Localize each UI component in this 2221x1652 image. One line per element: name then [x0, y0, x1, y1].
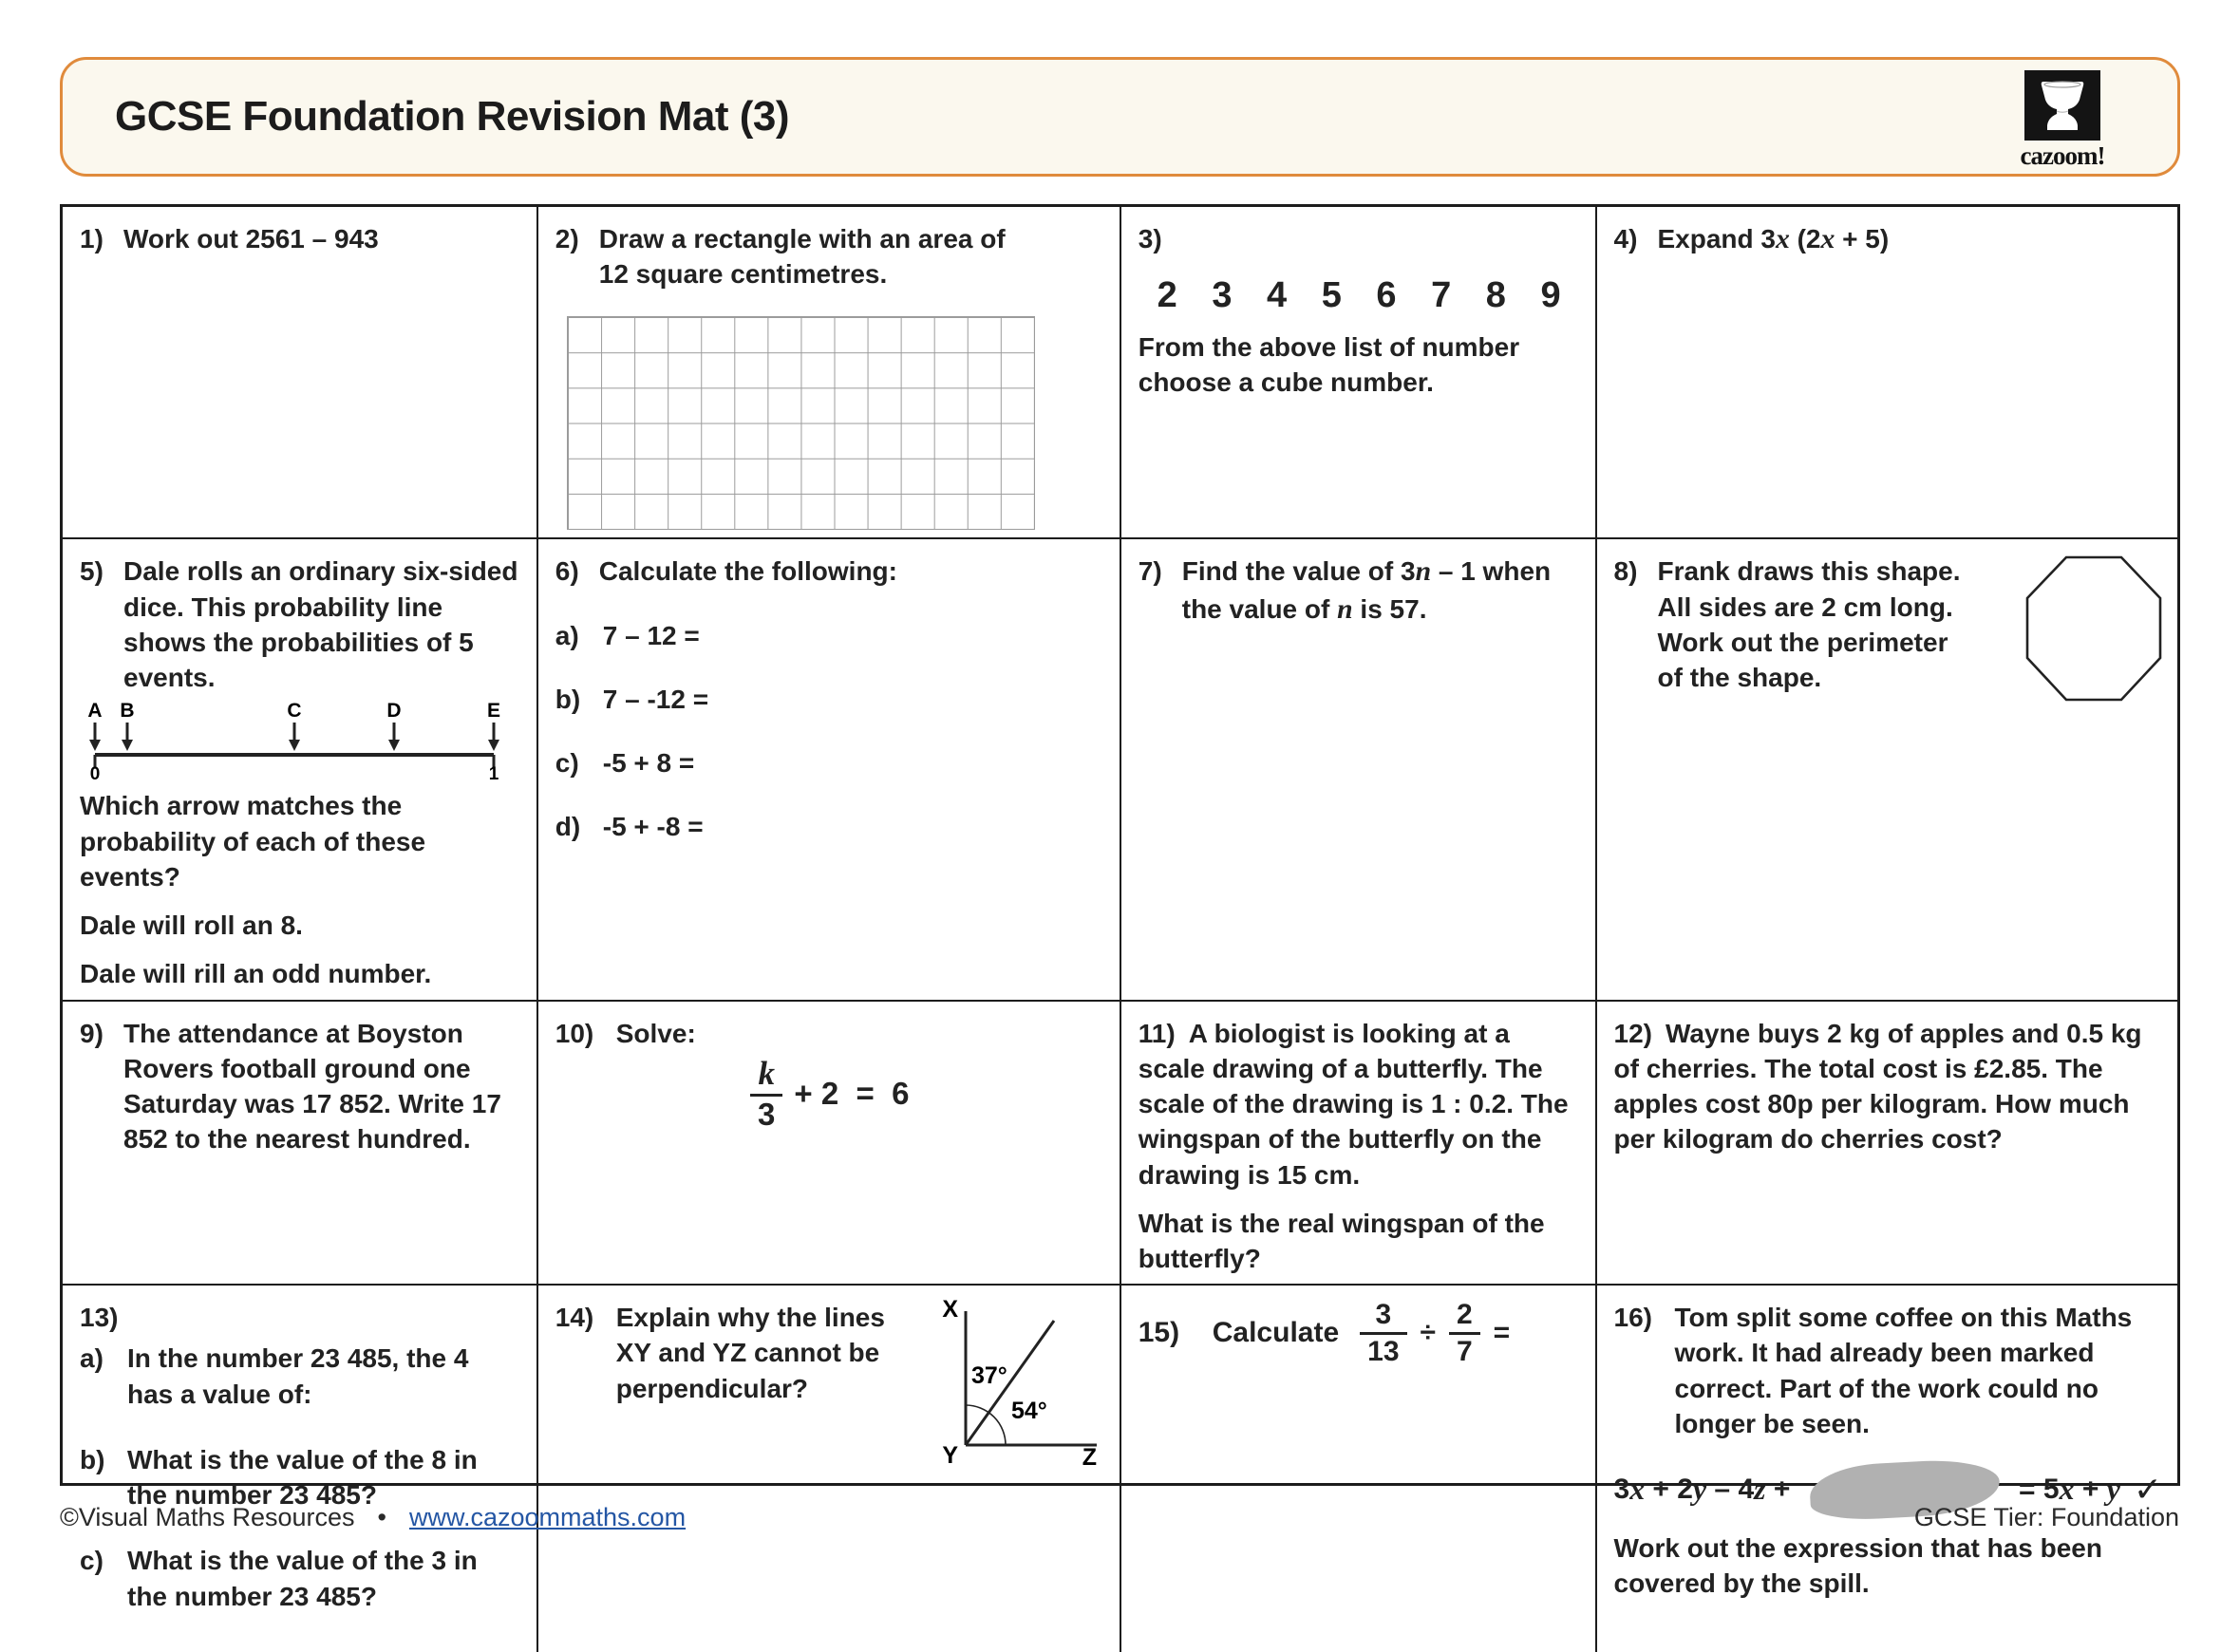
question-number: 14)	[555, 1303, 594, 1333]
item-text: What is the value of the 3 in the number 23 485?	[127, 1546, 478, 1611]
angle-54-label: 54°	[1010, 1398, 1047, 1425]
question-text: 15) Calculate $\frac{3}{13}$ ÷ $\frac{2}{7}$ =	[1138, 1299, 1511, 1367]
fraction-2: $\frac{2}{7}$	[1449, 1300, 1480, 1366]
question-6	[538, 539, 1121, 1001]
question-number: 7)	[1138, 556, 1162, 587]
question-3	[1121, 207, 1597, 539]
arrow-label-b: B	[120, 700, 135, 723]
drum-icon	[2024, 70, 2100, 141]
sub-question-a	[555, 618, 1104, 653]
question-10	[538, 1002, 1121, 1286]
question-1	[63, 207, 538, 539]
question-text: Work out 2561 – 943	[123, 224, 379, 253]
equals-sign: =	[1493, 1317, 1511, 1349]
page-title: GCSE Foundation Revision Mat (3)	[115, 93, 790, 140]
item-label: b)	[555, 684, 581, 714]
event-1: Dale will roll an 8.	[80, 910, 303, 941]
item-label: c)	[555, 748, 579, 779]
copyright-text: ©Visual Maths Resources	[60, 1503, 355, 1531]
point-y-label: Y	[942, 1442, 958, 1470]
question-number: 3)	[1138, 224, 1162, 253]
octagon-shape	[2025, 555, 2162, 702]
scale-min-label: 0	[89, 764, 101, 785]
point-z-label: Z	[1082, 1444, 1097, 1472]
question-16	[1597, 1286, 2178, 1652]
question-9	[63, 1002, 538, 1286]
question-number: 2)	[555, 224, 579, 253]
question-text: The attendance at Boyston Rovers football ground one Saturday was 17 852. Write 17 852 to the nearest hundred.	[123, 1018, 501, 1155]
question-number: 16)	[1613, 1303, 1652, 1333]
event-2: Dale will rill an odd number.	[80, 959, 432, 989]
question-text: Dale rolls an ordinary six-sided dice. This probability line shows the probabilities of 5 events.	[123, 556, 518, 693]
item-label: c)	[80, 1546, 104, 1576]
arrow-label-e: E	[486, 700, 501, 723]
scale-max-label: 1	[488, 764, 499, 785]
item-label: b)	[80, 1444, 105, 1474]
number-list: 2 3 4 5 6 7 8 9	[1157, 275, 1561, 316]
item-text: What is the value of the 8 in the number 23 485?	[127, 1444, 478, 1511]
question-number: 4)	[1613, 224, 1638, 253]
header	[60, 57, 2180, 177]
question-number: 5)	[80, 556, 104, 587]
angle-diagram	[909, 1296, 1104, 1472]
question-number: 6)	[555, 556, 579, 587]
question-number: 10)	[555, 1018, 594, 1048]
arrow-label-d: D	[386, 700, 402, 723]
question-number: 13)	[80, 1303, 119, 1333]
question-text: Find the value of 3n – 1 when the value of n is 57.	[1181, 556, 1552, 625]
question-13	[63, 1286, 538, 1652]
question-text: Tom split some coffee on this Maths work. It had already been marked correct. Part of the work could no longer be seen.	[1674, 1303, 2133, 1438]
angle-37-label: 37°	[970, 1362, 1007, 1390]
footer-left	[60, 1503, 686, 1532]
fraction: $\frac{k}{3}$	[750, 1057, 782, 1131]
question-2	[538, 207, 1121, 539]
question-number: 15)	[1138, 1317, 1180, 1349]
sub-question-c	[80, 1543, 521, 1613]
item-expression: 7 – -12 =	[602, 684, 709, 714]
question-text: Calculate the following:	[598, 556, 897, 587]
question-4	[1597, 207, 2178, 539]
question-text: Solve:	[615, 1018, 696, 1048]
divide-operator: ÷	[1420, 1317, 1436, 1349]
question-text: From the above list of number choose a cube number.	[1138, 331, 1520, 397]
question-number: 1)	[80, 224, 104, 253]
logo-wordmark: cazoom!	[2020, 141, 2105, 170]
grid-paper	[567, 316, 1035, 530]
bullet-separator: •	[377, 1503, 386, 1531]
point-x-label: X	[942, 1296, 958, 1323]
sub-question-b	[555, 682, 1104, 717]
item-label: a)	[80, 1343, 104, 1374]
tick-mark: ✓	[2133, 1470, 2162, 1510]
question-text: Explain why the lines XY and YZ cannot be perpendicular?	[615, 1303, 885, 1403]
question-text: Expand 3x (2x + 5)	[1657, 224, 1890, 254]
question-7	[1121, 539, 1597, 1001]
arrow-label-c: C	[287, 700, 302, 723]
question-text: 12) Wayne buys 2 kg of apples and 0.5 kg of cherries. The total cost is £2.85. The apples cost 80p per kilogram. How much per kilogram do cherries cost?	[1613, 1018, 2142, 1155]
item-expression: -5 + -8 =	[602, 812, 704, 842]
tier-label: GCSE Tier: Foundation	[1913, 1503, 2179, 1531]
question-14	[538, 1286, 1121, 1652]
fraction-1: $\frac{3}{13}$	[1360, 1300, 1406, 1366]
question-text: Draw a rectangle with an area of 12 square centimetres.	[598, 224, 1006, 290]
question-text: Frank draws this shape. All sides are 2 cm long. Work out the perimeter of the shape.	[1657, 556, 1961, 693]
equation: $\frac{k}{3}$ + 2 = 6	[555, 1057, 1104, 1131]
sub-question-c	[555, 745, 1104, 780]
item-expression: 7 – 12 =	[602, 620, 700, 650]
question-number: 8)	[1613, 556, 1638, 587]
sub-question-d	[555, 809, 1104, 844]
item-label: d)	[555, 812, 581, 842]
question-8	[1597, 539, 2178, 1001]
question-prompt: What is the real wingspan of the butterfly?	[1138, 1208, 1545, 1273]
cazoommaths-link[interactable]: www.cazoommaths.com	[408, 1503, 687, 1531]
question-12	[1597, 1002, 2178, 1286]
question-prompt: Which arrow matches the probability of each of these events?	[80, 791, 426, 892]
question-number: 9)	[80, 1018, 104, 1048]
question-text: 11) A biologist is looking at a scale drawing of a butterfly. The scale of the drawing is 1 : 0.2. The wingspan of the butterfly on the drawing is 15 cm.	[1138, 1018, 1569, 1190]
cazoom-logo	[2006, 70, 2118, 171]
question-15	[1121, 1286, 1597, 1652]
sub-question-a	[80, 1341, 521, 1411]
probability-line-diagram	[82, 700, 505, 785]
item-text: In the number 23 485, the 4 has a value of:	[127, 1343, 469, 1409]
item-label: a)	[555, 620, 579, 650]
equation: 3 x + 2 y – 4 z + = 5 x + y ✓	[1614, 1462, 2163, 1517]
question-5	[63, 539, 538, 1001]
question-11	[1121, 1002, 1597, 1286]
question-prompt: Work out the expression that has been covered by the spill.	[1613, 1533, 2102, 1599]
item-expression: -5 + 8 =	[602, 748, 695, 779]
arrow-label-a: A	[87, 700, 103, 723]
